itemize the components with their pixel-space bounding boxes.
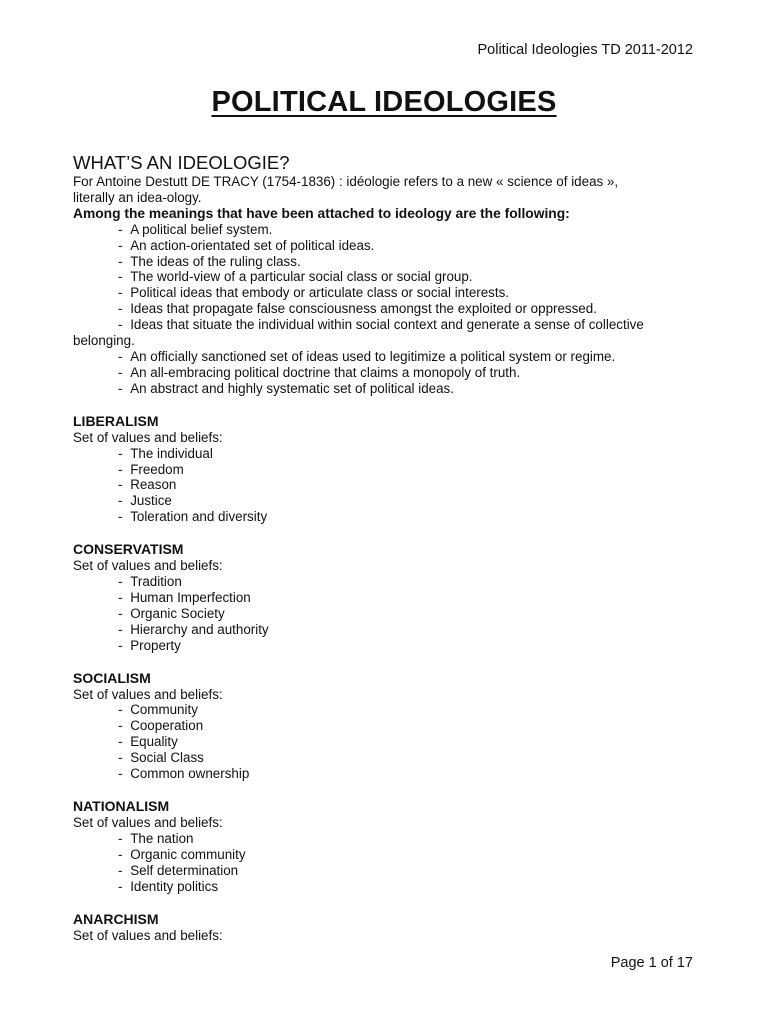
section-title: NATIONALISM [73,798,170,814]
section-title: CONSERVATISM [73,541,184,558]
list-item: - An action-orientated set of political ideas. [118,237,375,253]
intro-line-2: literally an idea-ology. [73,189,202,205]
values-list [73,702,698,782]
document-body [73,152,698,943]
list-item: - Ideas that propagate false consciousness amongst the exploited or oppressed. [118,301,597,317]
list-item: - The individual [118,445,213,461]
section-subtitle: Set of values and beliefs: [73,815,223,830]
section-liberalism [73,413,698,525]
page-title: POLITICAL IDEOLOGIES [211,86,557,118]
list-item: - Social Class [118,750,204,766]
list-item: - Self determination [118,862,239,878]
section-socialism [73,670,698,782]
list-item: - Organic Society [118,605,225,621]
list-item: - A political belief system. [118,221,273,237]
section-anarchism [73,911,698,944]
list-item: - Toleration and diversity [118,509,268,525]
list-item: - Identity politics [118,878,219,894]
page-number: Page 1 of 17 [610,955,693,971]
list-item: - Human Imperfection [118,589,251,605]
section-title: ANARCHISM [73,910,159,927]
list-item: - Property [118,637,181,653]
list-item: - An officially sanctioned set of ideas used to legitimize a political system or regime. [118,348,616,364]
section-subtitle: Set of values and beliefs: [73,558,223,574]
list-item: - Political ideas that embody or articulate class or social interests. [118,285,510,301]
section-subtitle: Set of values and beliefs: [73,429,223,445]
section-subtitle: Set of values and beliefs: [73,927,223,943]
list-item: - Justice [118,493,172,509]
list-item: - Equality [118,734,178,750]
values-list [73,831,698,895]
list-item: - Reason [118,477,177,493]
list-item: - Hierarchy and authority [118,621,269,637]
intro-heading: WHAT’S AN IDEOLOGIE? [73,152,290,173]
list-item: - The world-view of a particular social class or social group. [118,269,473,285]
list-item: - An abstract and highly systematic set of political ideas. [118,380,454,396]
values-list [73,446,698,526]
list-item: - Ideas that situate the individual within social context and generate a sense of collective belonging. [73,317,644,349]
list-item: - Cooperation [118,718,204,734]
section-conservatism [73,541,698,653]
list-item: - The nation [118,830,194,846]
meanings-lead: Among the meanings that have been attached to ideology are the following: [73,205,570,221]
list-item: - Tradition [118,574,182,590]
section-subtitle: Set of values and beliefs: [73,686,223,702]
list-item: - An all-embracing political doctrine that claims a monopoly of truth. [118,364,521,380]
list-item: - The ideas of the ruling class. [118,253,301,269]
section-title: LIBERALISM [73,412,159,429]
values-list [73,574,698,654]
intro-line-1: For Antoine Destutt DE TRACY (1754-1836) : idéologie refers to a new « science of ideas », [73,174,619,189]
section-nationalism [73,798,698,895]
section-title: SOCIALISM [73,669,151,686]
meanings-list [73,222,698,397]
running-header: Political Ideologies TD 2011-2012 [477,42,693,58]
list-item: - Freedom [118,461,184,477]
list-item: - Organic community [118,846,246,862]
list-item: - Community [118,702,198,718]
list-item: - Common ownership [118,766,250,782]
